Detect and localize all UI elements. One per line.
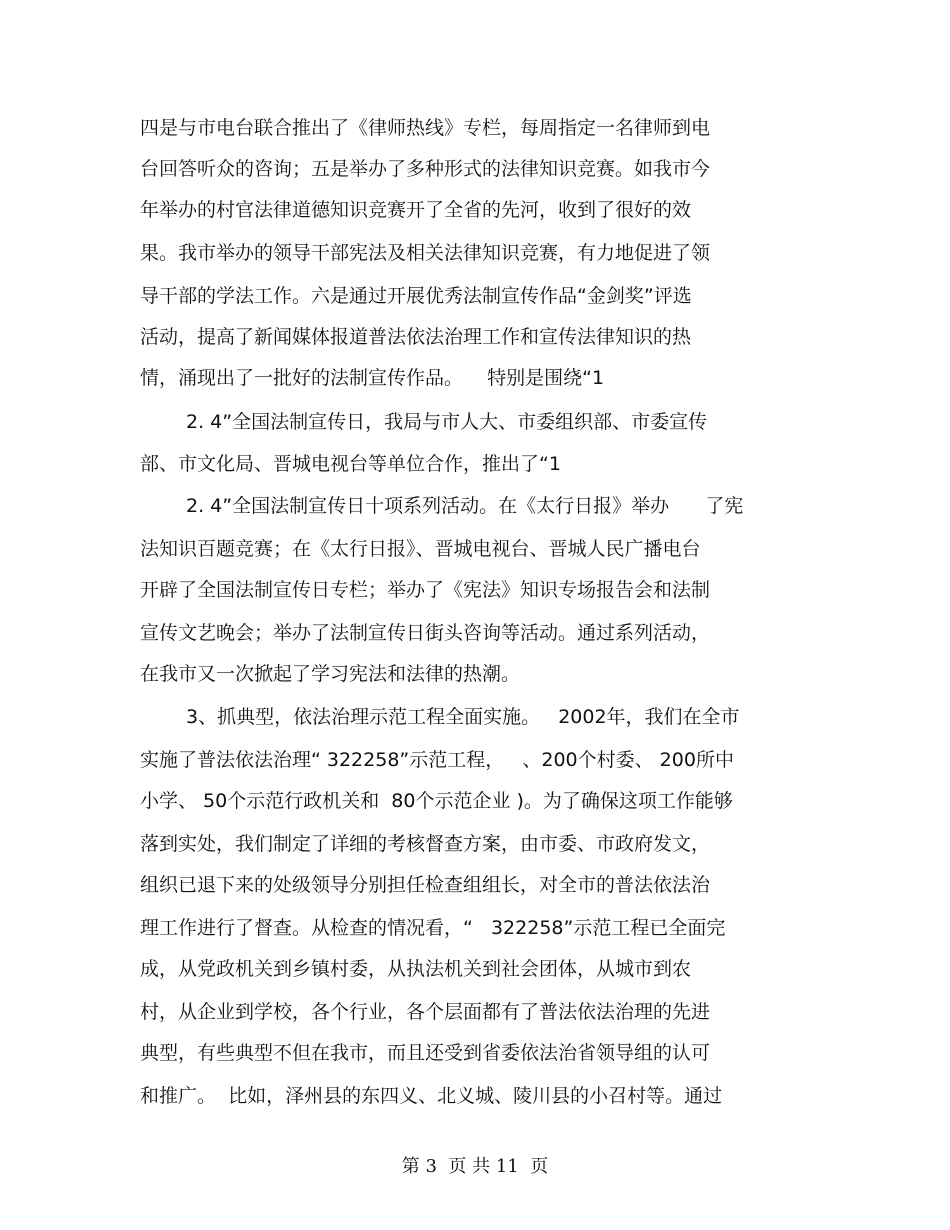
text-line: 宣传文艺晚会；举办了法制宣传日街头咨询等活动。通过系列活动， — [140, 622, 711, 644]
text-line: 法知识百题竞赛；在《太行日报》、晋城电视台、晋城人民广播电台 — [140, 538, 701, 560]
text-line: 实施了普法依法治理“ 322258”示范工程， 、200个村委、 200所中 — [140, 749, 734, 771]
page-number-footer: 第 3 页 共 11 页 — [401, 1156, 549, 1177]
text-line: 村，从企业到学校，各个行业，各个层面都有了普法依法治理的先进 — [140, 1001, 711, 1023]
text-line: 在我市又一次掀起了学习宪法和法律的热潮。 — [140, 663, 521, 685]
text-line: 成，从党政机关到乡镇村委，从执法机关到社会团体，从城市到农 — [140, 958, 692, 980]
text-line: 活动，提高了新闻媒体报道普法依法治理工作和宣传法律知识的热 — [140, 326, 692, 348]
text-line: 小学、 50个示范行政机关和 80个示范企业 )。为了确保这项工作能够 — [140, 790, 733, 812]
text-line: 年举办的村官法律道德知识竞赛开了全省的先河，收到了很好的效 — [140, 199, 692, 221]
text-line: 3、抓典型，依法治理示范工程全面实施。 2002年，我们在全市 — [186, 706, 740, 728]
text-line: 四是与市电台联合推出了《律师热线》专栏，每周指定一名律师到电 — [140, 117, 711, 139]
text-line: 果。我市举办的领导干部宪法及相关法律知识竞赛，有力地促进了领 — [140, 242, 711, 264]
text-line: 情，涌现出了一批好的法制宣传作品。 特别是围绕“1 — [140, 367, 605, 389]
text-line: 导干部的学法工作。六是通过开展优秀法制宣传作品“金剑奖”评选 — [140, 285, 692, 307]
text-line: 理工作进行了督查。从检查的情况看，“ 322258”示范工程已全面完 — [140, 917, 726, 939]
text-line: 部、市文化局、晋城电视台等单位合作，推出了“1 — [140, 453, 561, 475]
text-line: 组织已退下来的处级领导分别担任检查组组长，对全市的普法依法治 — [140, 874, 711, 896]
text-line: 2. 4”全国法制宣传日十项系列活动。在《太行日报》举办 了宪 — [186, 495, 744, 517]
text-line: 开辟了全国法制宣传日专栏；举办了《宪法》知识专场报告会和法制 — [140, 579, 711, 601]
text-line: 典型，有些典型不但在我市，而且还受到省委依法治省领导组的认可 — [140, 1042, 711, 1064]
text-line: 落到实处，我们制定了详细的考核督查方案，由市委、市政府发文， — [140, 833, 711, 855]
text-line: 2. 4”全国法制宣传日，我局与市人大、市委组织部、市委宣传 — [186, 411, 708, 433]
text-line: 和推广。 比如，泽州县的东四义、北义城、陵川县的小召村等。通过 — [140, 1085, 723, 1107]
text-line: 台回答听众的咨询；五是举办了多种形式的法律知识竞赛。如我市今 — [140, 158, 711, 180]
